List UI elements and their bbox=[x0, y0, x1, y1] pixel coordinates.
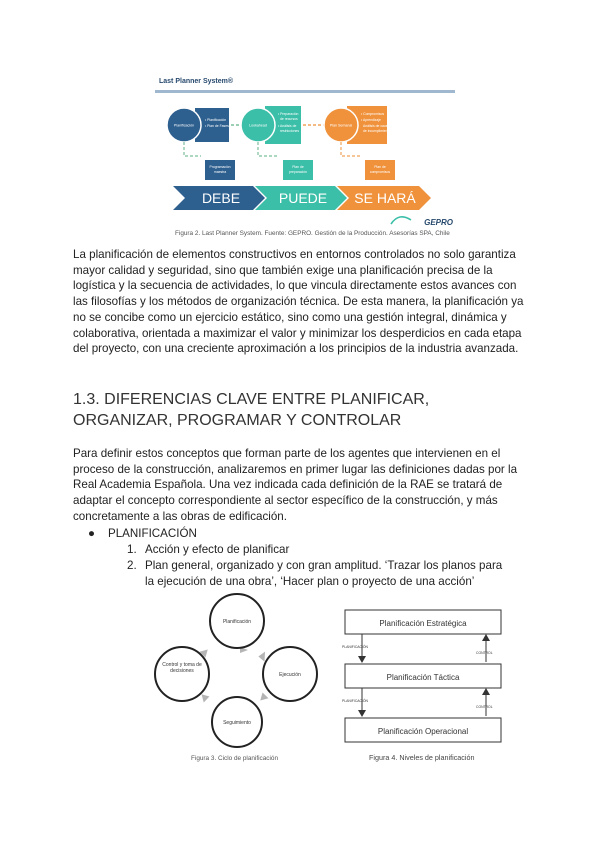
paragraph-planning: La planificación de elementos constructivos en entornos controlados no solo garantiza mayor calidad y seguridad, sino que también exige una planificación precisa de la logística y la secuencia de actividades, lo que vincula directamente estos avances con las filosofías y los métodos de organización técnica. De esta manera, la planificación ya no se concibe como un ejercicio estático, sino como una gestión integral, dinámica y colaborativa, orientada a maximizar el valor y minimizar los desperdicios en cada etapa del proyecto, con una creciente aproximación a los principios de la industria avanzada. bbox=[73, 248, 524, 356]
section-heading: 1.3. DIFERENCIAS CLAVE ENTRE PLANIFICAR, ORGANIZAR, PROGRAMAR Y CONTROLAR bbox=[73, 391, 430, 429]
debe-label: DEBE bbox=[201, 190, 241, 206]
last-planner-diagram bbox=[155, 78, 455, 230]
stage3-box-text: compromisos bbox=[369, 170, 391, 174]
list-item-text-continued: la ejecución de una obra’, ‘Hacer plan o proyecto de una acción’ bbox=[145, 575, 475, 588]
down-arrow-label: PLANIFICACIÓN bbox=[342, 645, 368, 649]
se-hara-label: SE HARÁ bbox=[354, 190, 416, 206]
figure-title: Last Planner System® bbox=[159, 78, 234, 85]
figure2-caption: Figura 2. Last Planner System. Fuente: GEPRO. Gestión de la Producción. Asesorías SPA, Chile bbox=[175, 230, 450, 237]
stage1-box-text: Programación bbox=[209, 165, 231, 169]
stage3-circle-label: Plan Semanal bbox=[329, 123, 353, 128]
planning-levels-diagram bbox=[340, 608, 506, 743]
up-arrow-icon bbox=[482, 688, 490, 695]
stage2-item: • Análisis de bbox=[278, 124, 297, 128]
stage1-item: • Plan de Fases bbox=[205, 124, 229, 128]
list-number: 1. bbox=[127, 543, 137, 556]
figure4-caption: Figura 4. Niveles de planificación bbox=[369, 753, 475, 762]
stage3-item: de incumplimiento bbox=[363, 129, 391, 133]
stage3-connector bbox=[341, 142, 361, 156]
gepro-logo-swoosh bbox=[391, 217, 411, 224]
last-planner-figure bbox=[155, 78, 455, 230]
up-arrow-label: CONTROL bbox=[476, 705, 493, 709]
list-item-text: Plan general, organizado y con gran amplitud. ‘Trazar los planos para bbox=[145, 559, 503, 572]
level-label: Planificación Táctica bbox=[386, 673, 460, 682]
down-arrow-icon bbox=[358, 710, 366, 717]
up-arrow-icon bbox=[482, 634, 490, 641]
stage2-item: restricciones bbox=[280, 129, 300, 133]
paragraph-definitions: Para definir estos conceptos que forman parte de los agentes que intervienen en el proceso de la construcción, analizaremos en primer lugar las definiciones dadas por la Real Academia Española. Una vez indicada cada definición de la RAE se tratará de adaptar el concepto correspondiente al sector específico de la construcción, y más concretamente a las obras de edificación. bbox=[73, 447, 518, 523]
level-label: Planificación Estratégica bbox=[379, 619, 467, 628]
stage3-item: • Aprendizaje bbox=[361, 118, 381, 122]
planning-cycle-figure bbox=[150, 590, 322, 748]
puede-label: PUEDE bbox=[278, 190, 328, 206]
stage1-circle-label: Planificación bbox=[173, 123, 195, 128]
planning-levels-figure bbox=[340, 608, 506, 743]
planning-cycle-diagram bbox=[150, 590, 322, 748]
cycle-node-label-wrap bbox=[160, 662, 204, 688]
list-item-text: Acción y efecto de planificar bbox=[145, 543, 290, 556]
stage1-box-text: maestra bbox=[213, 170, 227, 174]
stage2-item: de recursos bbox=[280, 117, 298, 121]
bullet-planificacion: PLANIFICACIÓN bbox=[108, 527, 197, 540]
gepro-logo: GEPRO bbox=[424, 218, 453, 227]
cycle-node-label: Ejecución bbox=[279, 672, 301, 678]
cycle-node-label: Seguimiento bbox=[223, 720, 251, 726]
stage2-circle-label: Lookahead bbox=[249, 123, 267, 128]
stage1-connector bbox=[184, 142, 201, 156]
stage3-box-text: Plan de bbox=[374, 165, 386, 169]
stage2-connector bbox=[258, 142, 279, 156]
stage2-box-text: preparación bbox=[289, 170, 307, 174]
up-arrow-label: CONTROL bbox=[476, 651, 493, 655]
list-number: 2. bbox=[127, 559, 137, 572]
stage2-item: • Preparación bbox=[278, 112, 299, 116]
cycle-node-label: Planificación bbox=[222, 619, 252, 625]
level-label: Planificación Operacional bbox=[377, 727, 469, 736]
cycle-node-label: Control y toma de decisiones bbox=[162, 662, 202, 674]
down-arrow-label: PLANIFICACIÓN bbox=[342, 699, 368, 703]
cycle-arrow bbox=[259, 693, 270, 704]
stage3-item: • Compromisos bbox=[361, 112, 385, 116]
down-arrow-icon bbox=[358, 656, 366, 663]
stage2-box-text: Plan de bbox=[292, 165, 304, 169]
stage1-item: • Planificación bbox=[205, 118, 227, 122]
bullet-dot: ● bbox=[88, 527, 96, 540]
figure3-caption: Figura 3. Ciclo de planificación bbox=[191, 755, 279, 762]
stage3-item: Análisis de causas bbox=[363, 124, 392, 128]
